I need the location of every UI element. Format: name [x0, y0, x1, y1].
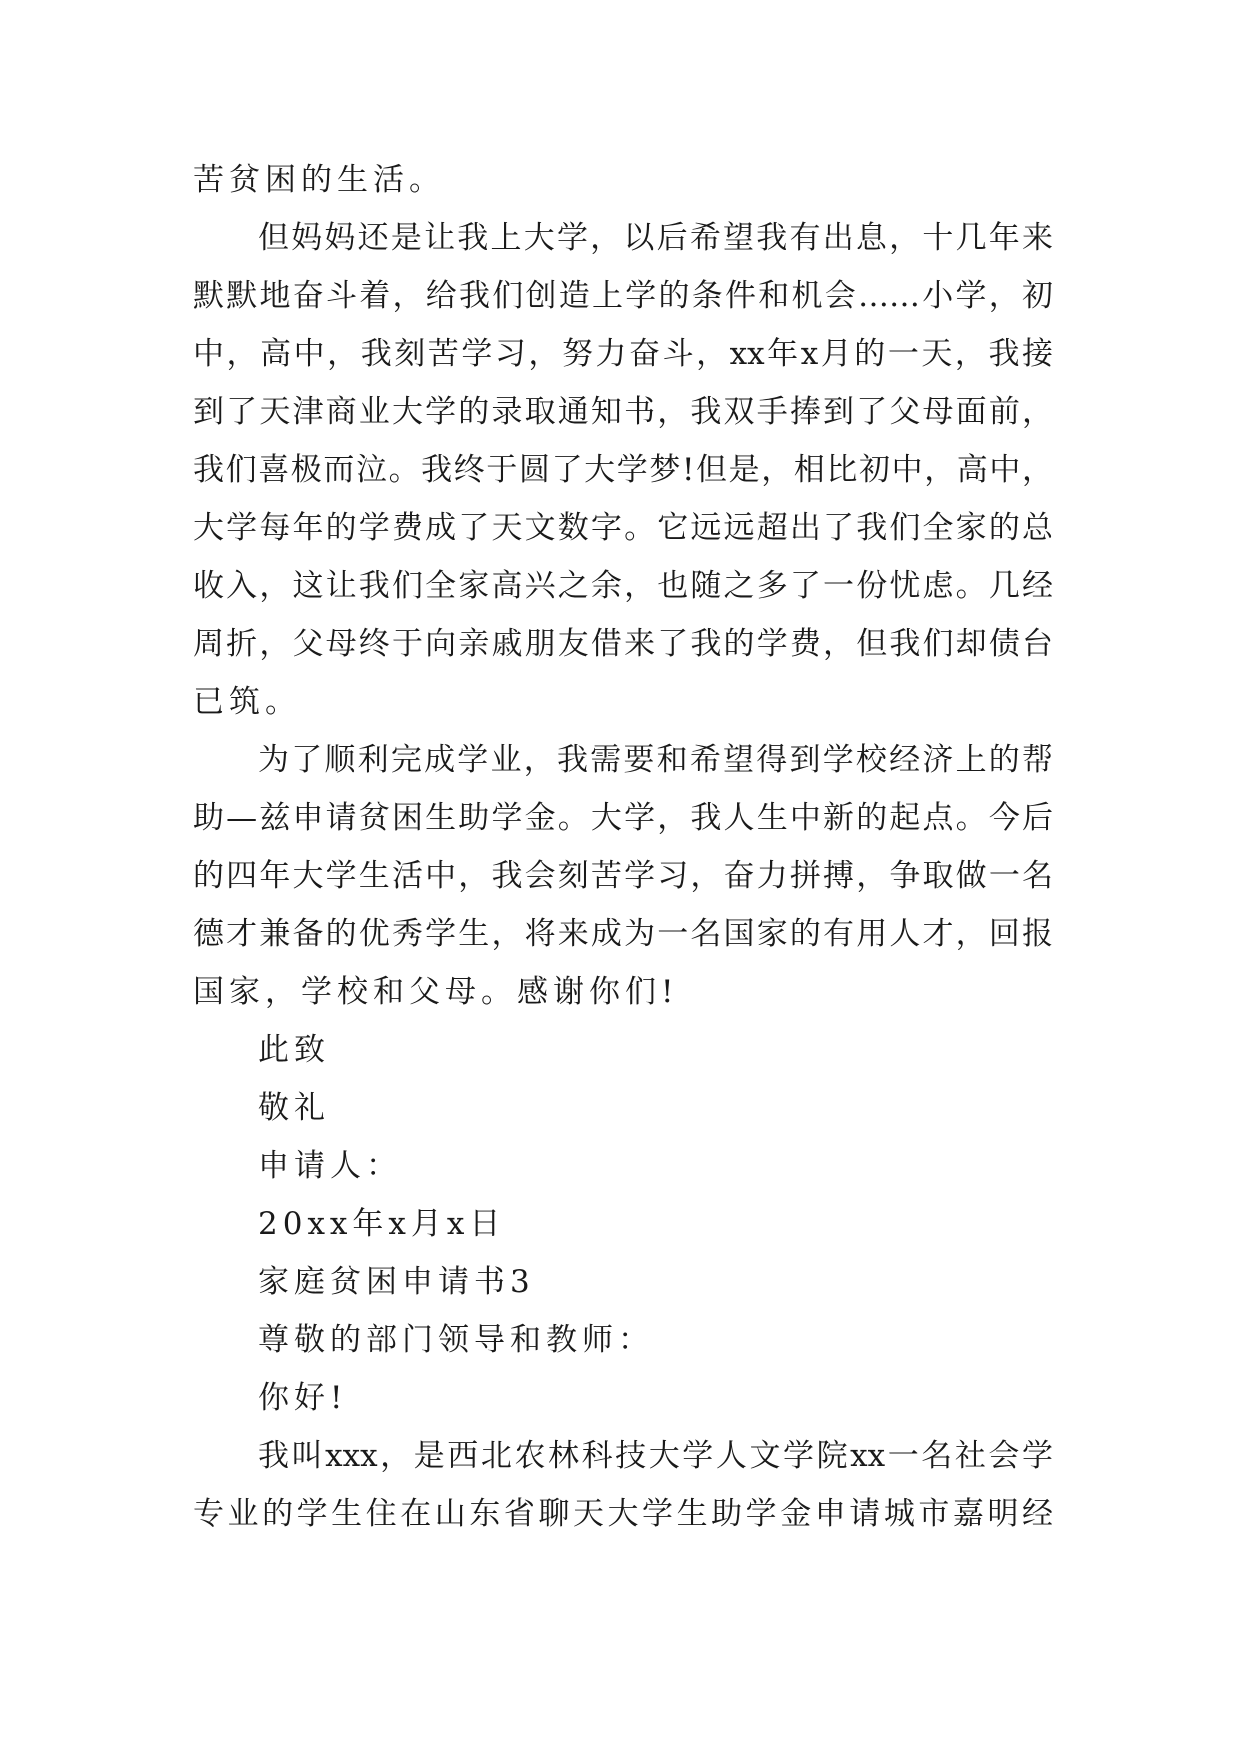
text-line: 中，高中，我刻苦学习，努力奋斗，xx年x月的一天，我接 [193, 336, 1053, 372]
text-line: 苦贫困的生活。 [193, 162, 445, 198]
text-line: 德才兼备的优秀学生，将来成为一名国家的有用人才，回报 [193, 916, 1053, 952]
closing-regards: 敬礼 [258, 1090, 330, 1126]
text-line: 大学每年的学费成了天文数字。它远远超出了我们全家的总 [193, 510, 1053, 546]
greeting-line: 尊敬的部门领导和教师： [258, 1322, 654, 1358]
applicant-label: 申请人： [258, 1148, 402, 1184]
text-line: 国家，学校和父母。感谢你们! [193, 974, 679, 1010]
text-line: 周折，父母终于向亲戚朋友借来了我的学费，但我们却债台 [193, 626, 1053, 662]
date-line: 20xx年x月x日 [258, 1206, 506, 1242]
text-line: 的四年大学生活中，我会刻苦学习，奋力拼搏，争取做一名 [193, 858, 1053, 894]
text-line: 助—兹申请贫困生助学金。大学，我人生中新的起点。今后 [193, 800, 1053, 836]
section-title: 家庭贫困申请书3 [258, 1264, 535, 1300]
text-line: 专业的学生住在山东省聊天大学生助学金申请城市嘉明经 [193, 1496, 1053, 1532]
greeting-hello: 你好! [258, 1380, 348, 1416]
paragraph-first-line: 为了顺利完成学业，我需要和希望得到学校经济上的帮 [258, 742, 1053, 778]
text-line: 收入，这让我们全家高兴之余，也随之多了一份忧虑。几经 [193, 568, 1053, 604]
text-line: 已筑。 [193, 684, 301, 720]
text-line: 默默地奋斗着，给我们创造上学的条件和机会……小学，初 [193, 278, 1053, 314]
paragraph-first-line: 但妈妈还是让我上大学，以后希望我有出息，十几年来 [258, 220, 1053, 256]
closing-salutation: 此致 [258, 1032, 330, 1068]
paragraph-first-line: 我叫xxx，是西北农林科技大学人文学院xx一名社会学 [258, 1438, 1053, 1474]
text-line: 我们喜极而泣。我终于圆了大学梦!但是，相比初中，高中， [193, 452, 1053, 488]
text-line: 到了天津商业大学的录取通知书，我双手捧到了父母面前， [193, 394, 1053, 430]
